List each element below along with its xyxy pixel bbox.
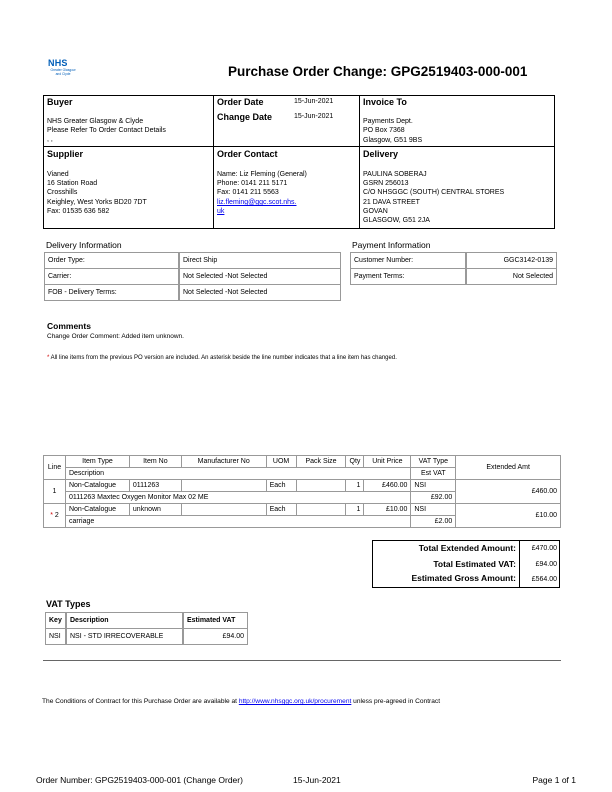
- col-header-uom: UOM: [266, 456, 296, 468]
- conditions-text: [42, 698, 440, 705]
- manufacturer-no: [181, 480, 266, 492]
- line-number: 1: [52, 488, 57, 495]
- item-no: 0111263: [129, 480, 181, 492]
- vat-description: NSI - STD IRRECOVERABLE: [66, 628, 183, 645]
- col-header-manufacturer-no: Manufacturer No: [181, 456, 266, 468]
- asterisk-note: [47, 355, 397, 361]
- order-contact-email[interactable]: liz.fleming@ggc.scot.nhs.: [217, 199, 297, 206]
- logo-text: NHS: [48, 58, 68, 68]
- total-vat-value: £94.00: [535, 561, 557, 568]
- manufacturer-no: [181, 504, 266, 516]
- vat-col-description: Description: [66, 612, 183, 629]
- delivery-line-4: 21 DAVA STREET: [363, 199, 420, 206]
- footer-date: 15-Jun-2021: [293, 775, 341, 785]
- payment-info-heading: Payment Information: [352, 240, 431, 250]
- logo-subtext-2: and Clyde: [55, 71, 71, 76]
- col-header-qty: Qty: [346, 456, 364, 468]
- payment-info-label: Payment Terms:: [350, 268, 466, 285]
- supplier-line-4: Keighley, West Yorks BD20 7DT: [47, 199, 147, 206]
- change-date-value: 15-Jun-2021: [294, 113, 334, 120]
- vat-types-header-row: [45, 612, 248, 629]
- unit-price: £10.00: [364, 504, 411, 516]
- conditions-after: unless pre-agreed in Contract: [351, 698, 441, 705]
- invoice-to-line-1: Payments Dept.: [363, 118, 413, 125]
- payment-info-value: GGC3142-0139: [466, 252, 557, 269]
- delivery-line-1: PAULINA SOBERAJ: [363, 171, 427, 178]
- footer-page-number: Page 1 of 1: [532, 775, 576, 785]
- extended-amt: £10.00: [456, 504, 561, 528]
- total-extended-label: Total Extended Amount:: [418, 543, 516, 553]
- line-items-table: [43, 455, 561, 528]
- col-header-description: Description: [65, 468, 410, 480]
- line-number: 2: [54, 512, 59, 519]
- payment-info-label: Customer Number:: [350, 252, 466, 269]
- description: carriage: [65, 516, 410, 528]
- est-vat: £2.00: [411, 516, 456, 528]
- total-vat-label: Total Estimated VAT:: [433, 559, 516, 569]
- changed-marker: *: [50, 512, 53, 519]
- supplier-line-2: 16 Station Road: [47, 180, 98, 187]
- delivery-line-6: GLASGOW, G51 2JA: [363, 217, 430, 224]
- vat-types-heading: VAT Types: [46, 599, 91, 609]
- col-header-item-type: Item Type: [65, 456, 129, 468]
- item-type: Non-Catalogue: [65, 480, 129, 492]
- change-date-label: Change Date: [217, 112, 273, 122]
- invoice-to-line-3: Glasgow, G51 9BS: [363, 137, 423, 144]
- vat-key: NSI: [45, 628, 66, 645]
- pack-size: [296, 480, 346, 492]
- qty: 1: [346, 480, 364, 492]
- invoice-to-label: Invoice To: [363, 97, 407, 107]
- buyer-line-3: , ,: [47, 136, 53, 143]
- buyer-line-1: NHS Greater Glasgow & Clyde: [47, 118, 144, 125]
- col-header-extended-amt: Extended Amt: [456, 456, 561, 480]
- comments-text: Change Order Comment: Added item unknown.: [47, 333, 184, 340]
- vat-type: NSI: [411, 480, 456, 492]
- delivery-info-label: Order Type:: [44, 252, 179, 269]
- delivery-line-3: C/O NHSGGC (SOUTH) CENTRAL STORES: [363, 189, 505, 196]
- order-contact-fax: Fax: 0141 211 5563: [217, 189, 279, 196]
- item-no: unknown: [129, 504, 181, 516]
- delivery-info-value: Not Selected -Not Selected: [179, 284, 341, 301]
- vat-col-key: Key: [45, 612, 66, 629]
- supplier-line-3: Crosshills: [47, 189, 78, 196]
- col-header-pack-size: Pack Size: [296, 456, 346, 468]
- gross-amount-label: Estimated Gross Amount:: [411, 573, 516, 583]
- page-title: Purchase Order Change: GPG2519403-000-001: [228, 64, 528, 79]
- delivery-info-row: [44, 268, 341, 285]
- uom: Each: [266, 504, 296, 516]
- invoice-to-line-2: PO Box 7368: [363, 127, 405, 134]
- procurement-link[interactable]: http://www.nhsggc.org.uk/procurement: [238, 698, 352, 705]
- asterisk-note-text: All line items from the previous PO version are included. An asterisk beside the line number indicates that a line item has changed.: [49, 355, 397, 361]
- delivery-info-label: FOB - Delivery Terms:: [44, 284, 179, 301]
- order-date-value: 15-Jun-2021: [294, 98, 334, 105]
- vat-types-row: [45, 628, 248, 645]
- order-contact-phone: Phone: 0141 211 5171: [217, 180, 288, 187]
- delivery-info-label: Carrier:: [44, 268, 179, 285]
- conditions-before: The Conditions of Contract for this Purchase Order are available at: [42, 698, 239, 705]
- qty: 1: [346, 504, 364, 516]
- buyer-line-2: Please Refer To Order Contact Details: [47, 127, 166, 134]
- extended-amt: £460.00: [456, 480, 561, 504]
- total-extended-value: £470.00: [531, 545, 557, 552]
- order-date-label: Order Date: [217, 97, 264, 107]
- payment-info-value: Not Selected: [466, 268, 557, 285]
- footer-order-number: Order Number: GPG2519403-000-001 (Change Order): [36, 775, 243, 785]
- vat-type: NSI: [411, 504, 456, 516]
- col-header-unit-price: Unit Price: [364, 456, 411, 468]
- line-number-cell: [44, 480, 66, 504]
- divider: [43, 660, 561, 661]
- asterisk-marker: *: [47, 355, 50, 361]
- delivery-label: Delivery: [363, 149, 399, 159]
- table-row: [44, 504, 561, 516]
- logo-subtext-1: Greater Glasgow: [50, 68, 76, 72]
- delivery-info-heading: Delivery Information: [46, 240, 122, 250]
- delivery-info-value: Direct Ship: [179, 252, 341, 269]
- table-header-row: [44, 456, 561, 468]
- payment-info-row: [350, 268, 557, 285]
- line-number-cell: [44, 504, 66, 528]
- comments-heading: Comments: [47, 321, 91, 331]
- delivery-info-value: Not Selected -Not Selected: [179, 268, 341, 285]
- unit-price: £460.00: [364, 480, 411, 492]
- col-header-line: Line: [44, 456, 66, 480]
- col-header-vat-type: VAT Type: [411, 456, 456, 468]
- delivery-line-2: GSRN 256013: [363, 180, 409, 187]
- delivery-info-row: [44, 284, 341, 301]
- supplier-line-1: Vianed: [47, 171, 69, 178]
- col-header-est-vat: Est VAT: [411, 468, 456, 480]
- buyer-label: Buyer: [47, 97, 73, 107]
- pack-size: [296, 504, 346, 516]
- order-contact-label: Order Contact: [217, 149, 278, 159]
- supplier-line-5: Fax: 01535 636 582: [47, 208, 110, 215]
- order-contact-name: Name: Liz Fleming (General): [217, 171, 307, 178]
- description: 0111263 Maxtec Oxygen Monitor Max 02 ME: [65, 492, 410, 504]
- delivery-info-row: [44, 252, 341, 269]
- col-header-item-no: Item No: [129, 456, 181, 468]
- supplier-label: Supplier: [47, 149, 84, 159]
- vat-col-estimated-vat: Estimated VAT: [183, 612, 248, 629]
- uom: Each: [266, 480, 296, 492]
- nhs-logo: [44, 58, 80, 90]
- vat-estimated: £94.00: [183, 628, 248, 645]
- gross-amount-value: £564.00: [531, 576, 557, 583]
- table-row: [44, 480, 561, 492]
- item-type: Non-Catalogue: [65, 504, 129, 516]
- payment-info-row: [350, 252, 557, 269]
- est-vat: £92.00: [411, 492, 456, 504]
- order-contact-email-cont[interactable]: uk: [217, 208, 225, 215]
- delivery-line-5: GOVAN: [363, 208, 388, 215]
